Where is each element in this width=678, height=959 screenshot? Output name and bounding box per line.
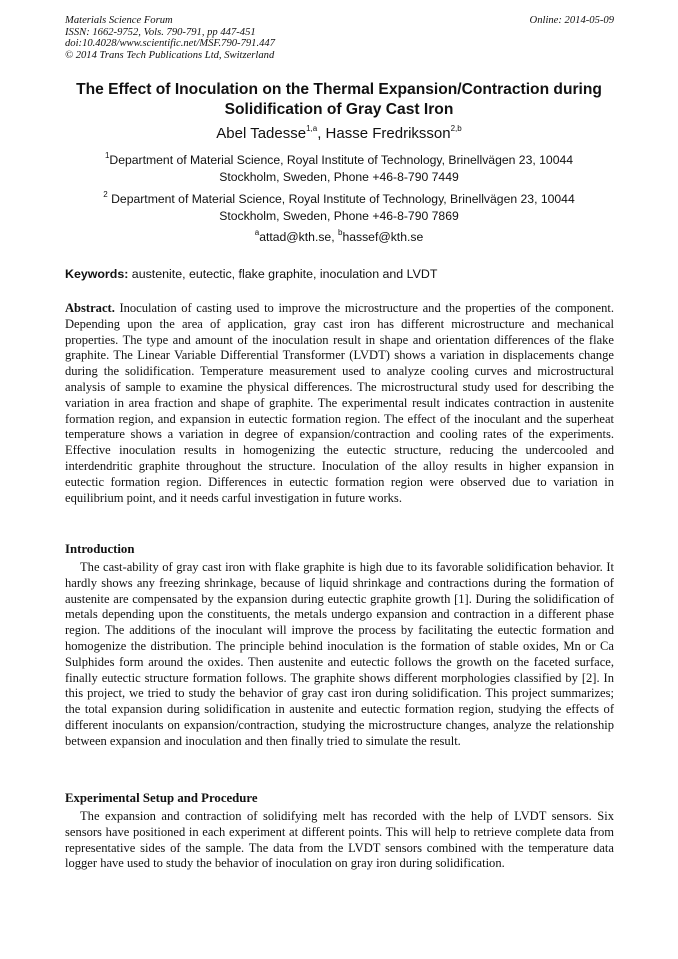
author-affiliation-mark: 2,b xyxy=(450,124,462,133)
affiliation-number: 1 xyxy=(104,150,110,160)
title-line-2: Solidification of Gray Cast Iron xyxy=(224,101,454,118)
email-link[interactable]: hassef@kth.se xyxy=(342,230,424,244)
journal-header xyxy=(65,15,275,61)
experimental-paragraph: The expansion and contraction of solidifying melt has recorded with the help of LVDT sensors. Six sensors have positioned in each experiment at different points. This will help to retrieve complete data from representative sides of the sample. The data from the LVDT sensors combined with the temperature data logger have used to study the behavior of inoculation on gray iron during solidification. xyxy=(65,809,614,871)
affiliation-line: Stockholm, Sweden, Phone +46-8-790 7869 xyxy=(219,209,459,223)
affiliation-line: Department of Material Science, Royal Institute of Technology, Brinellvägen 23, 10044 xyxy=(111,192,575,206)
affiliation-number: 2 xyxy=(103,189,108,199)
keywords xyxy=(65,266,625,282)
author-name: Abel Tadesse xyxy=(216,125,307,142)
affiliation-1 xyxy=(60,152,618,186)
author-emails xyxy=(60,229,618,246)
journal-name: Materials Science Forum xyxy=(65,15,173,26)
affiliation-line: Stockholm, Sweden, Phone +46-8-790 7449 xyxy=(219,170,459,184)
author-affiliation-mark: 1,a xyxy=(306,124,318,133)
author-name: Hasse Fredriksson xyxy=(325,125,451,142)
section-heading-introduction: Introduction xyxy=(65,542,135,556)
email-mark: b xyxy=(337,227,343,237)
abstract xyxy=(65,301,614,506)
email-link[interactable]: attad@kth.se xyxy=(259,230,332,244)
introduction-paragraph: The cast-ability of gray cast iron with flake graphite is high due to its favorable solidification behavior. It hardly shows any freezing shrinkage, because of liquid shrinkage and contractions during the formation of austenite are compensated by the expansion during eutectic graphite growth [1]. During the solidification of metals depending upon the constituents, the metals undergo expansion and contraction in a different phase region. The additions of the inoculant will improve the process by facilitating the eutectic formation and homogenize the distribution. The principle behind inoculation is the formation of stable oxides, Mn or Ca Sulphides form around the oxides. Then austenite and eutectic follows the growth on the faceted surface, finally eutectic structure formation follows. The graphite shows different morphologies classified by [2]. In this project, we tried to study the behavior of gray cast iron during solidification. This project summarizes; the total expansion during solidification in austenite and eutectic formation region, studying the effects of different inoculants on expansion/contraction, studying the microstructure changes, analyze the relationship between expansion and inoculation and then finally tried to simulate the result. xyxy=(65,560,614,748)
abstract-label: Abstract. xyxy=(65,301,115,315)
affiliation-line: Department of Material Science, Royal Institute of Technology, Brinellvägen 23, 10044 xyxy=(109,153,574,167)
email-separator: , xyxy=(331,230,338,244)
abstract-text: Inoculation of casting used to improve the microstructure and the properties of the component. Depending upon the area of application, gray cast iron has different microstructure and mechanical properties. The type and amount of the inoculation result in shape and orientation differences of the flake graphite. The Linear Variable Differential Transformer (LVDT) shows a variation in displacements change during the solidification. Temperature measurement used to analyze cooling curves and microstructural analysis of sample to examine the physical differences. The microstructural study used for describing the variation in area fraction and shape of graphite. The experimental result indicates contraction in austenite formation region, and expansion in eutectic formation region. The effect of the inoculant and the superheat temperature shows a variation in degree of expansion/contraction and cooling rates of the experiments. Effective inoculation results in homogenizing the eutectic structure, reducing the undercooled and interdendritic graphite throughout the structure. Inoculation of the alloy results in higher expansion in eutectic formation region. Differences in eutectic formation region were observed due to variation in equilibrium point, and it needs carful investigation in future works. xyxy=(65,301,614,505)
affiliation-2 xyxy=(60,191,618,225)
author-list xyxy=(40,124,638,144)
author-separator: , xyxy=(317,125,326,142)
title-line-1: The Effect of Inoculation on the Thermal Expansion/Contraction during xyxy=(76,81,602,98)
section-heading-experimental: Experimental Setup and Procedure xyxy=(65,791,258,805)
copyright-line: © 2014 Trans Tech Publications Ltd, Switzerland xyxy=(65,49,275,61)
paper-title xyxy=(40,80,638,120)
issn-line: ISSN: 1662-9752, Vols. 790-791, pp 447-451 xyxy=(65,26,256,38)
email-mark: a xyxy=(254,227,260,237)
doi-line: doi:10.4028/www.scientific.net/MSF.790-791.447 xyxy=(65,38,275,50)
keywords-label: Keywords: xyxy=(65,267,129,281)
online-date: Online: 2014-05-09 xyxy=(529,15,614,26)
keywords-text: austenite, eutectic, flake graphite, inoculation and LVDT xyxy=(128,267,438,281)
